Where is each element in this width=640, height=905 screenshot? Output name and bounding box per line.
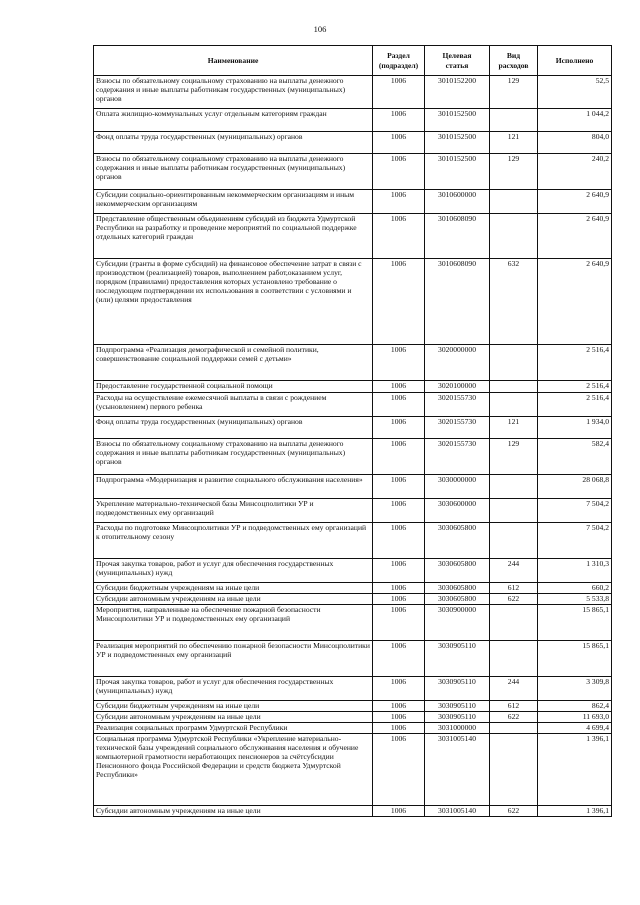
row-target-cell: 3030600000 bbox=[425, 499, 490, 523]
row-name-cell: Укрепление материально-технической базы Минсоцполитики УР и подведомственных ему организаций bbox=[94, 499, 373, 523]
row-target-cell: 3020100000 bbox=[425, 381, 490, 393]
row-name-cell: Подпрограмма «Модернизация и развитие социального обслуживания населения» bbox=[94, 475, 373, 499]
row-amount-cell: 52,5 bbox=[538, 76, 612, 109]
table-row bbox=[94, 583, 612, 594]
row-target-cell: 3010600000 bbox=[425, 190, 490, 214]
row-amount-cell: 240,2 bbox=[538, 154, 612, 190]
table-row bbox=[94, 499, 612, 523]
table-row bbox=[94, 559, 612, 583]
table-row bbox=[94, 641, 612, 677]
row-name-cell: Представление общественным объединениям субсидий из бюджета Удмуртской Республики на разработку и проведение мероприятий по социальной поддержке отдельных категорий граждан bbox=[94, 214, 373, 259]
row-expense-type-cell: 632 bbox=[490, 259, 538, 345]
row-amount-cell: 862,4 bbox=[538, 701, 612, 712]
row-expense-type-cell bbox=[490, 734, 538, 806]
row-target-cell: 3031000000 bbox=[425, 723, 490, 734]
row-amount-cell: 804,0 bbox=[538, 132, 612, 154]
row-target-cell: 3020155730 bbox=[425, 439, 490, 475]
row-expense-type-cell: 129 bbox=[490, 154, 538, 190]
table-row bbox=[94, 381, 612, 393]
table-row bbox=[94, 439, 612, 475]
row-name-cell: Субсидии автономным учреждениям на иные цели bbox=[94, 594, 373, 605]
row-amount-cell: 15 865,1 bbox=[538, 605, 612, 641]
row-name-cell: Субсидии социально-ориентированным некоммерческим организациям и иным некоммерческим организациям bbox=[94, 190, 373, 214]
row-target-cell: 3030605800 bbox=[425, 594, 490, 605]
row-name-cell: Социальная программа Удмуртской Республики «Укрепление материально-технической базы учреждений социального обслуживания населения и обучение компьютерной грамотности неработающих пенсионеров за счётсубсидии Пенсионного фонда Российской Федерации и средств бюджета Удмуртской Республики» bbox=[94, 734, 373, 806]
row-expense-type-cell: 622 bbox=[490, 594, 538, 605]
row-amount-cell: 1 044,2 bbox=[538, 109, 612, 132]
row-section-cell: 1006 bbox=[373, 109, 425, 132]
row-amount-cell: 2 516,4 bbox=[538, 381, 612, 393]
row-name-cell: Расходы по подготовке Минсоцполитики УР и подведомственных ему организаций к отопительному сезону bbox=[94, 523, 373, 559]
row-name-cell: Прочая закупка товаров, работ и услуг для обеспечения государственных (муниципальных) нужд bbox=[94, 677, 373, 701]
row-amount-cell: 7 504,2 bbox=[538, 523, 612, 559]
row-name-cell: Субсидии (гранты в форме субсидий) на финансовое обеспечение затрат в связи с производством (реализацией) товаров, выполнением работ,оказанием услуг, порядком (правилами) предоставления которых установлено требование о последующем подтверждении их использования в соответствии с условиями и (или) целями предоставления bbox=[94, 259, 373, 345]
row-section-cell: 1006 bbox=[373, 154, 425, 190]
row-amount-cell: 1 934,0 bbox=[538, 417, 612, 439]
row-section-cell: 1006 bbox=[373, 132, 425, 154]
row-amount-cell: 582,4 bbox=[538, 439, 612, 475]
row-target-cell: 3010152500 bbox=[425, 132, 490, 154]
table-row bbox=[94, 76, 612, 109]
row-section-cell: 1006 bbox=[373, 214, 425, 259]
row-section-cell: 1006 bbox=[373, 734, 425, 806]
row-expense-type-cell: 612 bbox=[490, 583, 538, 594]
row-amount-cell: 11 693,0 bbox=[538, 712, 612, 723]
row-target-cell: 3031005140 bbox=[425, 806, 490, 817]
row-target-cell: 3010152200 bbox=[425, 76, 490, 109]
row-amount-cell: 660,2 bbox=[538, 583, 612, 594]
row-name-cell: Прочая закупка товаров, работ и услуг для обеспечения государственных (муниципальных) нужд bbox=[94, 559, 373, 583]
row-expense-type-cell bbox=[490, 214, 538, 259]
row-section-cell: 1006 bbox=[373, 806, 425, 817]
row-expense-type-cell bbox=[490, 345, 538, 381]
row-name-cell: Реализация мероприятий по обеспечению пожарной безопасности Минсоцполитики УР и подведомственных ему организаций bbox=[94, 641, 373, 677]
row-expense-type-cell: 244 bbox=[490, 559, 538, 583]
table-row bbox=[94, 132, 612, 154]
table-row bbox=[94, 806, 612, 817]
header-section: Раздел (подраздел) bbox=[373, 46, 425, 76]
row-target-cell: 3020155730 bbox=[425, 393, 490, 417]
row-expense-type-cell bbox=[490, 605, 538, 641]
table-row bbox=[94, 190, 612, 214]
row-section-cell: 1006 bbox=[373, 677, 425, 701]
row-name-cell: Фонд оплаты труда государственных (муниципальных) органов bbox=[94, 417, 373, 439]
table-row bbox=[94, 723, 612, 734]
row-expense-type-cell bbox=[490, 109, 538, 132]
table-row bbox=[94, 393, 612, 417]
row-amount-cell: 2 640,9 bbox=[538, 190, 612, 214]
row-amount-cell: 1 396,1 bbox=[538, 734, 612, 806]
row-amount-cell: 2 640,9 bbox=[538, 214, 612, 259]
row-section-cell: 1006 bbox=[373, 417, 425, 439]
row-section-cell: 1006 bbox=[373, 259, 425, 345]
budget-table bbox=[93, 45, 612, 817]
table-row bbox=[94, 677, 612, 701]
table-body bbox=[94, 76, 612, 817]
row-name-cell: Взносы по обязательному социальному страхованию на выплаты денежного содержания и иные выплаты работникам государственных (муниципальных) органов bbox=[94, 154, 373, 190]
table-row bbox=[94, 523, 612, 559]
row-section-cell: 1006 bbox=[373, 190, 425, 214]
row-amount-cell: 1 310,3 bbox=[538, 559, 612, 583]
row-expense-type-cell: 622 bbox=[490, 806, 538, 817]
table-row bbox=[94, 345, 612, 381]
row-section-cell: 1006 bbox=[373, 499, 425, 523]
header-name: Наименование bbox=[94, 46, 373, 76]
row-name-cell: Субсидии автономным учреждениям на иные цели bbox=[94, 712, 373, 723]
row-expense-type-cell bbox=[490, 475, 538, 499]
row-name-cell: Подпрограмма «Реализация демографической и семейной политики, совершенствование социальной поддержки семей с детьми» bbox=[94, 345, 373, 381]
row-name-cell: Взносы по обязательному социальному страхованию на выплаты денежного содержания и иные выплаты работникам государственных (муниципальных) органов bbox=[94, 76, 373, 109]
row-expense-type-cell: 244 bbox=[490, 677, 538, 701]
row-section-cell: 1006 bbox=[373, 605, 425, 641]
row-amount-cell: 28 068,8 bbox=[538, 475, 612, 499]
row-name-cell: Реализация социальных программ Удмуртской Республики bbox=[94, 723, 373, 734]
row-amount-cell: 2 640,9 bbox=[538, 259, 612, 345]
row-expense-type-cell bbox=[490, 523, 538, 559]
row-name-cell: Фонд оплаты труда государственных (муниципальных) органов bbox=[94, 132, 373, 154]
table-row bbox=[94, 701, 612, 712]
row-amount-cell: 4 699,4 bbox=[538, 723, 612, 734]
row-amount-cell: 15 865,1 bbox=[538, 641, 612, 677]
row-amount-cell: 3 309,8 bbox=[538, 677, 612, 701]
row-target-cell: 3020155730 bbox=[425, 417, 490, 439]
row-target-cell: 3030605800 bbox=[425, 583, 490, 594]
table-row bbox=[94, 734, 612, 806]
row-amount-cell: 5 533,8 bbox=[538, 594, 612, 605]
row-target-cell: 3030905110 bbox=[425, 677, 490, 701]
row-name-cell: Субсидии бюджетным учреждениям на иные цели bbox=[94, 701, 373, 712]
row-expense-type-cell bbox=[490, 641, 538, 677]
row-amount-cell: 2 516,4 bbox=[538, 345, 612, 381]
row-expense-type-cell bbox=[490, 723, 538, 734]
table-row bbox=[94, 605, 612, 641]
row-name-cell: Мероприятия, направленные на обеспечение пожарной безопасности Минсоцполитики УР и подведомственных ему организаций bbox=[94, 605, 373, 641]
row-section-cell: 1006 bbox=[373, 712, 425, 723]
row-target-cell: 3030900000 bbox=[425, 605, 490, 641]
row-expense-type-cell: 612 bbox=[490, 701, 538, 712]
table-header-row bbox=[94, 46, 612, 76]
row-expense-type-cell bbox=[490, 190, 538, 214]
table-row bbox=[94, 214, 612, 259]
row-name-cell: Субсидии бюджетным учреждениям на иные цели bbox=[94, 583, 373, 594]
table-row bbox=[94, 259, 612, 345]
header-target: Целевая статья bbox=[425, 46, 490, 76]
row-target-cell: 3030605800 bbox=[425, 523, 490, 559]
row-target-cell: 3010152500 bbox=[425, 109, 490, 132]
row-section-cell: 1006 bbox=[373, 381, 425, 393]
header-executed: Исполнено bbox=[538, 46, 612, 76]
row-section-cell: 1006 bbox=[373, 641, 425, 677]
row-name-cell: Предоставление государственной социальной помощи bbox=[94, 381, 373, 393]
row-expense-type-cell bbox=[490, 499, 538, 523]
row-target-cell: 3020000000 bbox=[425, 345, 490, 381]
row-expense-type-cell: 129 bbox=[490, 439, 538, 475]
row-expense-type-cell bbox=[490, 393, 538, 417]
table-row bbox=[94, 154, 612, 190]
row-target-cell: 3031005140 bbox=[425, 734, 490, 806]
header-expense-type: Вид расходов bbox=[490, 46, 538, 76]
row-section-cell: 1006 bbox=[373, 523, 425, 559]
row-target-cell: 3030000000 bbox=[425, 475, 490, 499]
table-row bbox=[94, 594, 612, 605]
row-target-cell: 3010608090 bbox=[425, 259, 490, 345]
row-section-cell: 1006 bbox=[373, 583, 425, 594]
row-expense-type-cell: 622 bbox=[490, 712, 538, 723]
table-row bbox=[94, 109, 612, 132]
row-expense-type-cell: 121 bbox=[490, 417, 538, 439]
row-name-cell: Субсидии автономным учреждениям на иные цели bbox=[94, 806, 373, 817]
row-section-cell: 1006 bbox=[373, 559, 425, 583]
row-section-cell: 1006 bbox=[373, 701, 425, 712]
page-number: 106 bbox=[313, 24, 327, 34]
row-target-cell: 3030905110 bbox=[425, 712, 490, 723]
row-target-cell: 3010608090 bbox=[425, 214, 490, 259]
row-section-cell: 1006 bbox=[373, 393, 425, 417]
row-section-cell: 1006 bbox=[373, 475, 425, 499]
row-amount-cell: 1 396,1 bbox=[538, 806, 612, 817]
row-target-cell: 3010152500 bbox=[425, 154, 490, 190]
row-amount-cell: 7 504,2 bbox=[538, 499, 612, 523]
row-name-cell: Взносы по обязательному социальному страхованию на выплаты денежного содержания и иные выплаты работникам государственных (муниципальных) органов bbox=[94, 439, 373, 475]
row-name-cell: Оплата жилищно-коммунальных услуг отдельным категориям граждан bbox=[94, 109, 373, 132]
row-expense-type-cell: 121 bbox=[490, 132, 538, 154]
table-row bbox=[94, 417, 612, 439]
row-amount-cell: 2 516,4 bbox=[538, 393, 612, 417]
row-target-cell: 3030605800 bbox=[425, 559, 490, 583]
table-row bbox=[94, 712, 612, 723]
row-section-cell: 1006 bbox=[373, 345, 425, 381]
row-section-cell: 1006 bbox=[373, 76, 425, 109]
row-name-cell: Расходы на осуществление ежемесячной выплаты в связи с рождением (усыновлением) первого ребенка bbox=[94, 393, 373, 417]
row-section-cell: 1006 bbox=[373, 723, 425, 734]
row-target-cell: 3030905110 bbox=[425, 701, 490, 712]
row-section-cell: 1006 bbox=[373, 439, 425, 475]
row-section-cell: 1006 bbox=[373, 594, 425, 605]
table-row bbox=[94, 475, 612, 499]
row-expense-type-cell: 129 bbox=[490, 76, 538, 109]
row-target-cell: 3030905110 bbox=[425, 641, 490, 677]
row-expense-type-cell bbox=[490, 381, 538, 393]
